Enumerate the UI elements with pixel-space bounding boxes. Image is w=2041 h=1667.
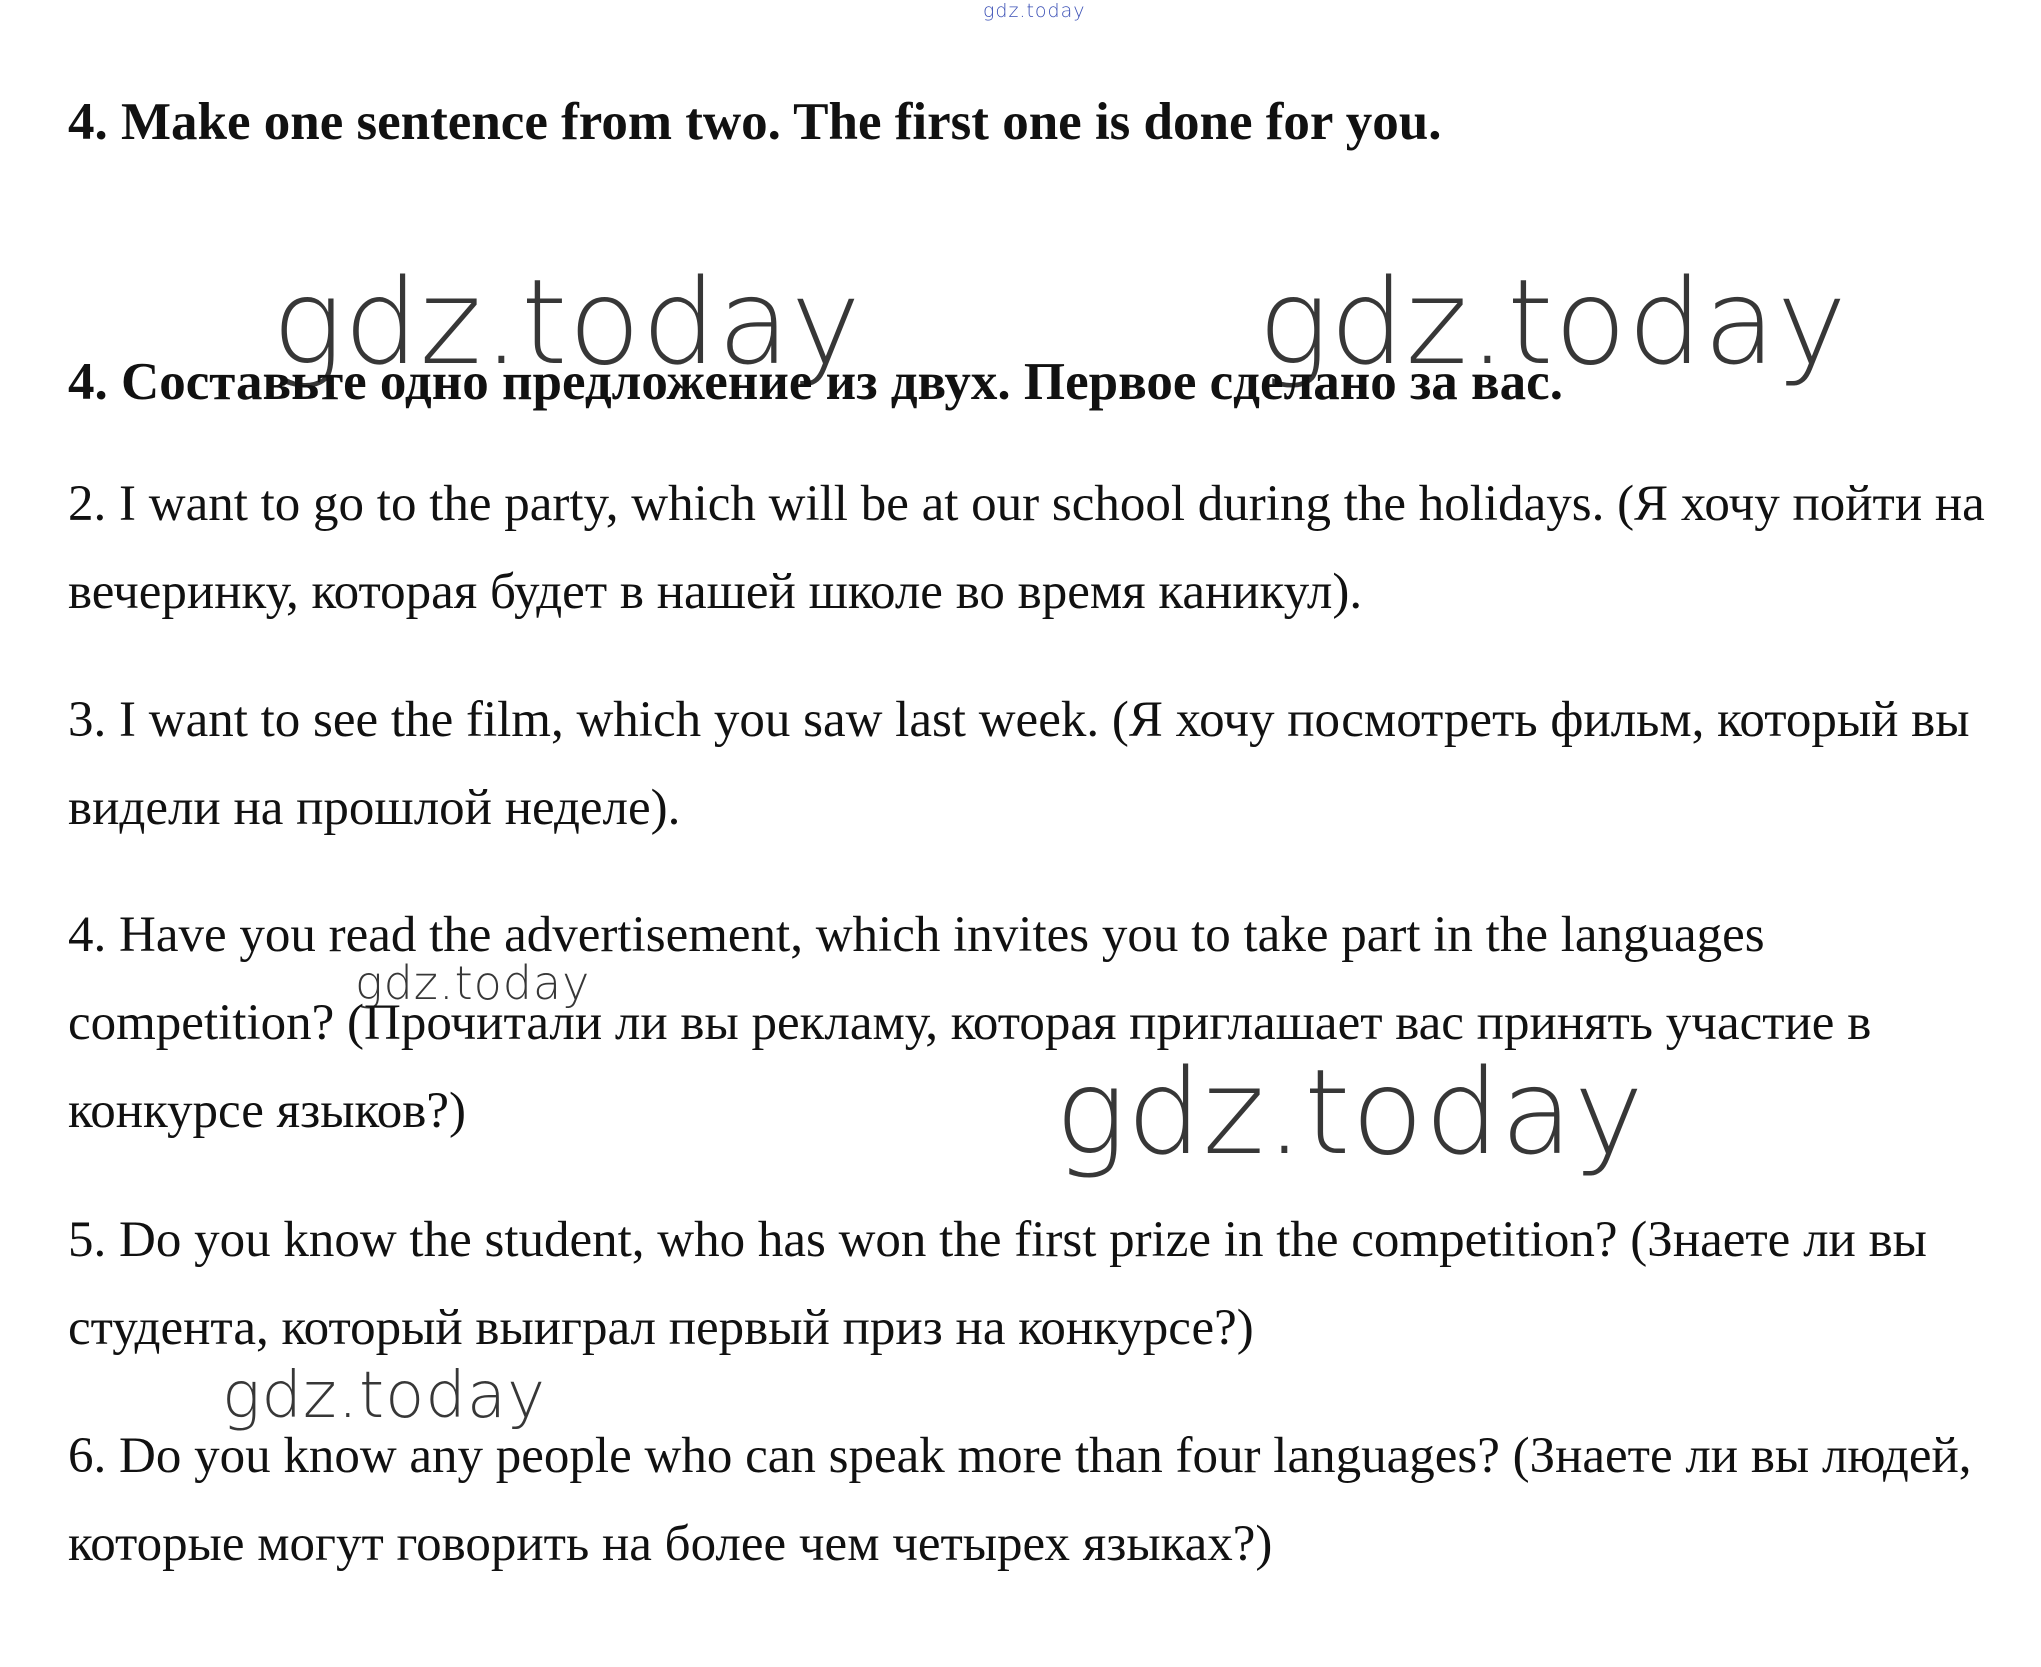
watermark-top: gdz.today xyxy=(983,0,1086,22)
watermark-large-center: gdz.today xyxy=(1055,1043,1645,1181)
answer-item-4: 4. Have you read the advertisement, which invites you to take part in the languages competition? (Прочитали ли вы рекламу, которая приглашает вас принять участие в конкурсе языков?) xyxy=(68,907,1872,1139)
answer-item-5: 5. Do you know the student, who has won the first prize in the competition? (Знаете ли вы студента, который выиграл первый приз на конкурсе?) xyxy=(68,1212,1927,1356)
task-heading-ru: 4. Составьте одно предложение из двух. Первое сделано за вас. xyxy=(68,353,1563,411)
answer-item-2: 2. I want to go to the party, which will be at our school during the holidays. (Я хочу пойти на вечеринку, которая будет в нашей школе во время каникул). xyxy=(68,476,1985,620)
watermark-large-left: gdz.today xyxy=(272,253,862,391)
watermark-small-bottom: gdz.today xyxy=(222,1359,546,1433)
watermark-small-middle: gdz.today xyxy=(355,956,591,1010)
answer-item-6: 6. Do you know any people who can speak more than four languages? (Знаете ли вы людей, которые могут говорить на более чем четырех языках?) xyxy=(68,1428,1972,1572)
answer-item-3: 3. I want to see the film, which you saw last week. (Я хочу посмотреть фильм, который вы видели на прошлой неделе). xyxy=(68,692,1970,836)
task-heading-en: 4. Make one sentence from two. The first one is done for you. xyxy=(68,93,1442,151)
watermark-large-right: gdz.today xyxy=(1258,253,1848,391)
